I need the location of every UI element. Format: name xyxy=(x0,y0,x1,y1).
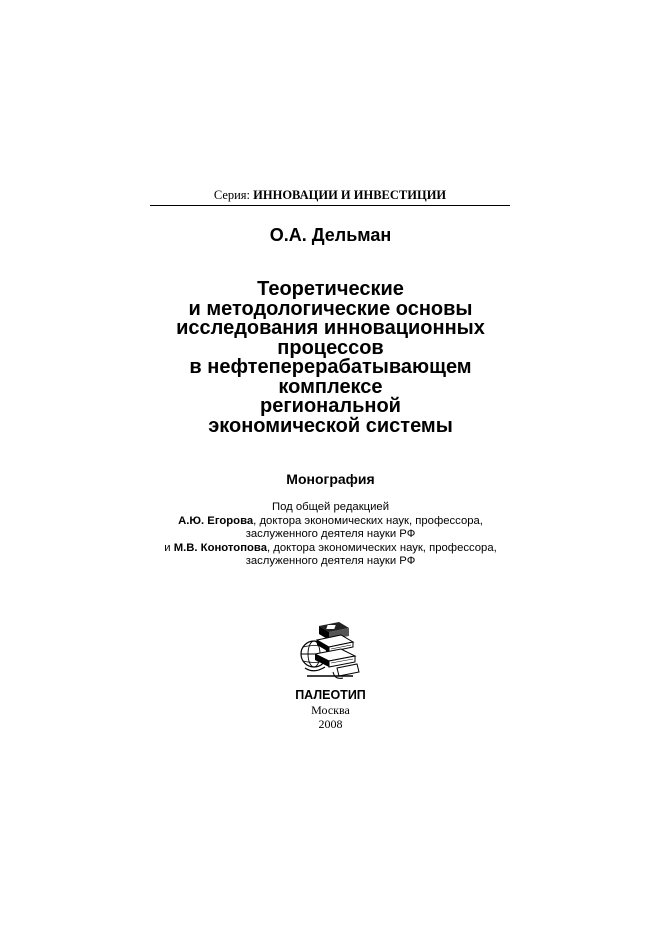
editor-2-line xyxy=(100,542,561,556)
title-line: процессов xyxy=(277,336,384,359)
editor-2-desc: , доктора экономических наук, профессора, xyxy=(267,541,497,554)
title-line: комплексе xyxy=(278,375,383,398)
editor-1-name: А.Ю. Егорова xyxy=(178,514,254,527)
editor-1-desc: , доктора экономических наук, профессора, xyxy=(253,514,483,527)
editor-1-line xyxy=(100,515,561,529)
editors-block xyxy=(100,501,561,569)
title-line: и методологические основы xyxy=(188,297,473,320)
series-label: Серия: xyxy=(213,188,254,202)
editor-2-title: заслуженного деятеля науки РФ xyxy=(245,555,416,568)
series-line xyxy=(150,187,510,203)
title-line: исследования инновационных xyxy=(176,317,485,339)
title-line: региональной xyxy=(260,395,401,417)
title-line: Теоретические xyxy=(257,278,404,300)
series-divider xyxy=(150,205,510,206)
publisher-city: Москва xyxy=(311,703,350,717)
editor-1-title: заслуженного деятеля науки РФ xyxy=(245,528,416,541)
series-name: ИННОВАЦИИ И ИНВЕСТИЦИИ xyxy=(253,188,447,202)
title-line: экономической системы xyxy=(208,414,453,437)
books-globe-logo-icon xyxy=(297,616,363,686)
editor-2-name: М.В. Конотопова xyxy=(173,541,267,554)
title-line: в нефтеперерабатывающем xyxy=(189,356,472,378)
publisher-name: ПАЛЕОТИП xyxy=(295,688,366,702)
book-title xyxy=(100,280,561,436)
editors-intro: Под общей редакцией xyxy=(271,501,390,513)
editor-conj: и xyxy=(164,541,174,554)
author-name: О.А. Дельман xyxy=(269,225,392,245)
genre-label: Монография xyxy=(286,471,375,487)
publication-year: 2008 xyxy=(318,717,343,731)
